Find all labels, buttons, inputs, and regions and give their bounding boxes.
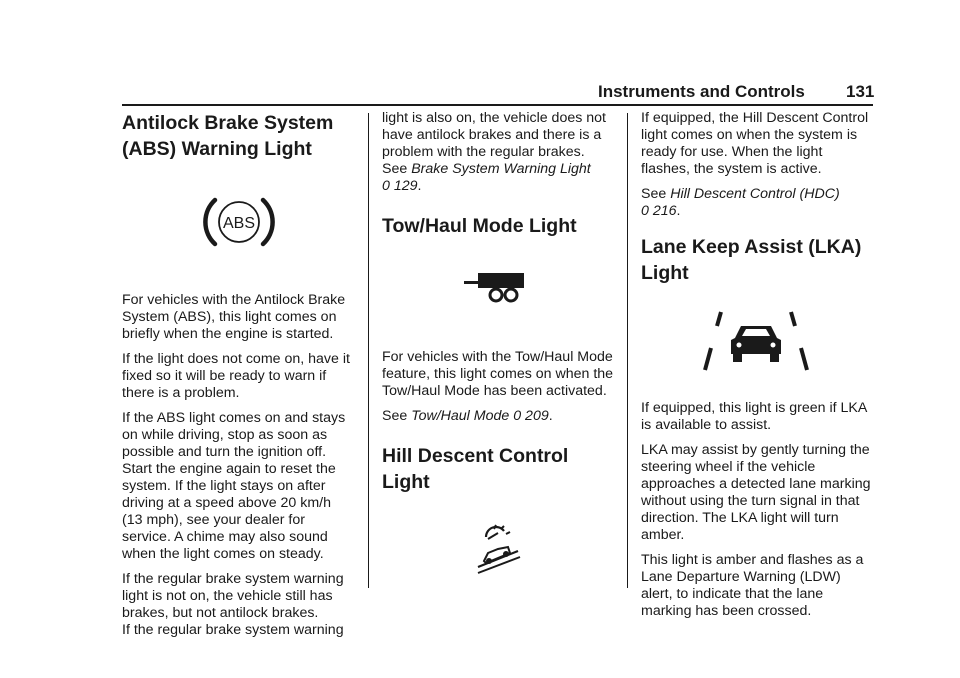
lka-heading-line2: Light [641,262,689,284]
abs-paragraph-4a: If the regular brake system warning light is not on, the vehicle still has brakes, but not antilock brakes. [122,571,344,621]
towhaul-icon-area [382,239,614,349]
abs-paragraph-1: For vehicles with the Antilock Brake System (ABS), this light comes on briefly when the engine is started. [122,292,346,342]
hdc-ref-link[interactable]: Hill Descent Control (HDC) [670,186,840,202]
hdc-ref-page[interactable]: 0 216 [641,203,677,219]
towhaul-heading: Tow/Haul Mode Light [382,215,577,237]
brake-ref-page[interactable]: 0 129 [382,178,418,194]
abs-icon-area [122,162,354,292]
trailer-icon [462,271,532,311]
hill-descent-icon [474,523,524,575]
towhaul-paragraph: For vehicles with the Tow/Haul Mode feature, this light comes on when the Tow/Haul Mode has been activated. [382,349,614,399]
lane-keep-assist-icon [701,308,811,378]
page-number: 131 [846,82,875,101]
lka-paragraph-1: If equipped, this light is green if LKA is available to assist. [641,400,867,433]
column-3 [641,110,873,628]
lka-paragraph-3: This light is amber and flashes as a Lane Departure Warning (LDW) alert, to indicate that the lane marking has been crossed. [641,552,864,619]
abs-paragraph-2: If the light does not come on, have it fixed so it will be ready to warn if there is a problem. [122,351,350,401]
lka-heading-line1: Lane Keep Assist (LKA) [641,236,862,258]
abs-paragraph-5: If the regular brake system warning [122,622,344,638]
hdc-icon-area [382,495,614,605]
hdc-see: See Hill Descent Control (HDC) 0 216. [641,186,840,219]
abs-icon-text: ABS [222,215,256,232]
towhaul-ref-link[interactable]: Tow/Haul Mode [411,408,510,424]
column-divider-1 [368,113,369,588]
towhaul-see-label: See [382,408,408,424]
hdc-paragraph: If equipped, the Hill Descent Control light comes on when the system is ready for use. When the light flashes, the system is active. [641,110,869,177]
abs-heading [122,110,354,162]
brake-paragraph-text: light is also on, the vehicle does not have antilock brakes and there is a problem with the regular brakes. [382,110,606,160]
abs-paragraph-4 [122,571,354,622]
brake-paragraph: light is also on, the vehicle does not have antilock brakes and there is a problem with the regular brakes. See Brake System Warning Light 0 129. [382,110,606,194]
hdc-heading: Hill Descent Control Light [382,445,569,493]
towhaul-see: See Tow/Haul Mode 0 209. [382,408,553,424]
running-header-title: Instruments and Controls [598,82,805,101]
brake-ref-link[interactable]: Brake System Warning Light [411,161,591,177]
abs-heading-line2: (ABS) Warning Light [122,138,312,160]
column-1 [122,110,354,647]
abs-heading-line1: Antilock Brake System [122,112,334,134]
brake-see-label: See [382,161,408,177]
abs-warning-icon [203,194,275,250]
lka-paragraph-2: LKA may assist by gently turning the steering wheel if the vehicle approaches a detected lane marking without using the turn signal in that direction. The LKA light will turn amber. [641,442,871,543]
lka-icon-area [641,286,873,400]
towhaul-ref-page[interactable]: 0 209 [513,408,549,424]
column-2 [382,110,614,605]
lka-heading [641,234,873,286]
column-divider-2 [627,113,628,588]
abs-paragraph-3: If the ABS light comes on and stays on while driving, stop as soon as possible and turn the ignition off. Start the engine again to reset the system. If the light stays on after driving at a speed above 20 km/h (13 mph), see your dealer for service. A chime may also sound when the light comes on steady. [122,410,346,562]
hdc-see-label: See [641,186,667,202]
header-rule [122,104,873,106]
